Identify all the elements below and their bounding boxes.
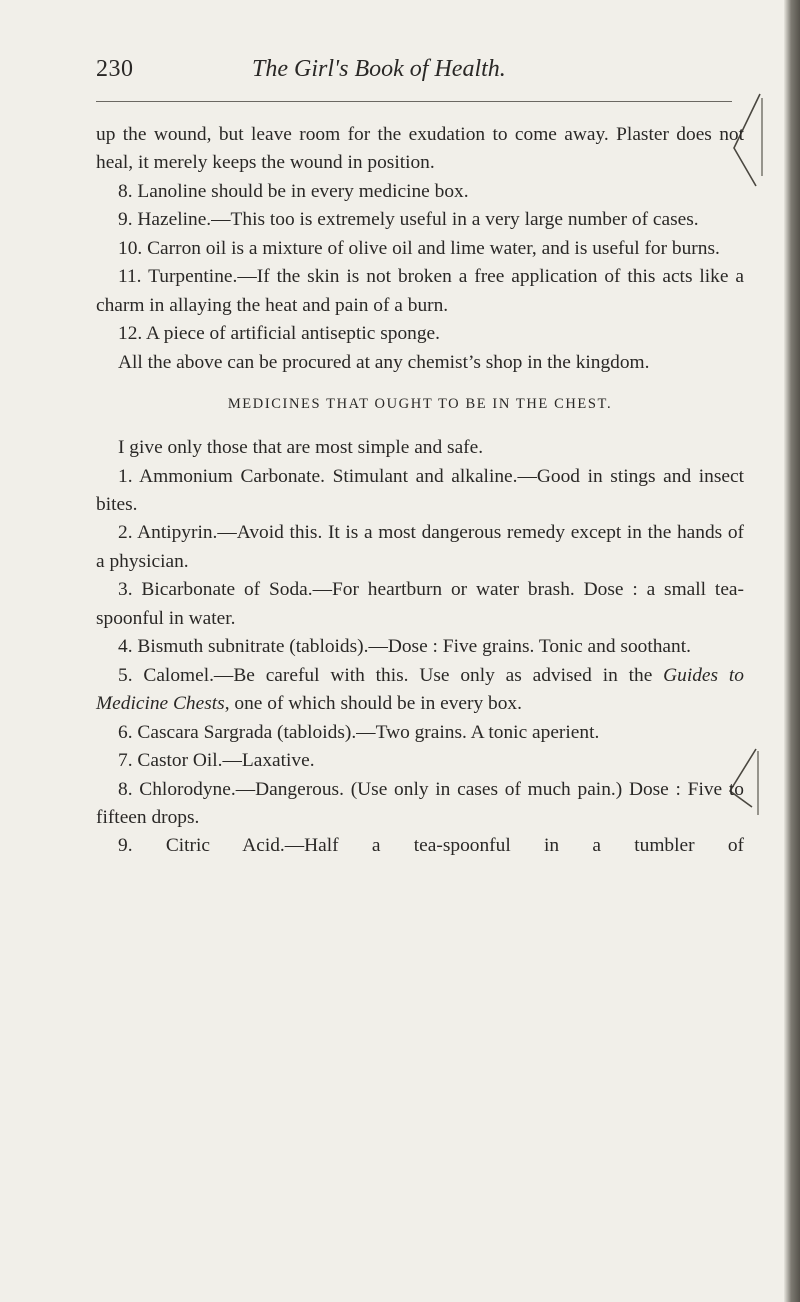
page-edge-shadow bbox=[784, 0, 800, 1302]
medicine-item bbox=[96, 747, 744, 775]
list-item bbox=[96, 206, 744, 234]
item-text: Ammonium Carbonate. Stimulant and alkaline.—Good in stings and insect bites. bbox=[96, 465, 745, 515]
item-number: 8. bbox=[118, 180, 133, 202]
list-item bbox=[96, 178, 744, 206]
body-text bbox=[96, 121, 744, 861]
item-text: Chlorodyne.—Dangerous. (Use only in cases of much pain.) Dose : Five to fifteen drops. bbox=[96, 778, 744, 828]
item-text: Citric Acid.—Half a tea-spoonful in a tumbler of bbox=[165, 835, 744, 857]
item-text: Calomel.—Be careful with this. Use only as advised in the bbox=[143, 664, 664, 686]
item-text-italic: Guides to Medicine Chests bbox=[96, 664, 744, 715]
medicine-item bbox=[96, 662, 744, 719]
intro-paragraph: I give only those that are most simple and safe. bbox=[118, 437, 484, 459]
medicine-item bbox=[96, 519, 744, 576]
list-item bbox=[96, 263, 744, 320]
item-number: 4. bbox=[118, 636, 133, 658]
item-text: Lanoline should be in every medicine box. bbox=[137, 180, 469, 202]
medicine-item bbox=[96, 719, 744, 747]
header-rule bbox=[96, 101, 732, 102]
paragraph bbox=[96, 349, 744, 377]
item-number: 11. bbox=[118, 266, 142, 288]
item-text: Bismuth subnitrate (tabloids).—Dose : Five grains. Tonic and soothant. bbox=[137, 636, 691, 658]
item-text: Antipyrin.—Avoid this. It is a most dangerous remedy except in the hands of a physician. bbox=[96, 522, 744, 572]
item-number: 8. bbox=[118, 778, 133, 800]
medicine-item bbox=[96, 463, 744, 520]
medicine-item bbox=[96, 633, 744, 661]
item-number: 5. bbox=[118, 664, 133, 686]
running-header bbox=[96, 56, 756, 96]
page-number: 230 bbox=[96, 56, 134, 82]
medicine-item bbox=[96, 576, 744, 633]
list-item bbox=[96, 235, 744, 263]
paragraph-text: All the above can be procured at any chemist’s shop in the kingdom. bbox=[118, 351, 650, 373]
paragraph-text: up the wound, but leave room for the exudation to come away. Plaster does not heal, it merely keeps the wound in position. bbox=[96, 124, 744, 174]
section-heading: MEDICINES THAT OUGHT TO BE IN THE CHEST. bbox=[227, 396, 613, 413]
running-title: The Girl's Book of Health. bbox=[252, 56, 506, 82]
item-text: Cascara Sargrada (tabloids).—Two grains. A tonic aperient. bbox=[137, 721, 600, 743]
item-number: 10. bbox=[118, 237, 143, 259]
item-text: Bicarbonate of Soda.—For heartburn or water brash. Dose : a small tea-spoonful in water. bbox=[96, 579, 744, 629]
list-item bbox=[96, 320, 744, 348]
item-text: , one of which should be in every box. bbox=[224, 693, 522, 715]
item-text: A piece of artificial antiseptic sponge. bbox=[146, 323, 441, 345]
item-number: 7. bbox=[118, 750, 133, 772]
item-text: Hazeline.—This too is extremely useful in a very large number of cases. bbox=[137, 209, 699, 231]
medicine-item bbox=[96, 832, 744, 860]
item-text: Carron oil is a mixture of olive oil and lime water, and is useful for burns. bbox=[147, 237, 720, 259]
item-number: 1. bbox=[118, 465, 133, 487]
paragraph-continued bbox=[96, 121, 744, 178]
item-number: 3. bbox=[118, 579, 133, 601]
item-text: Castor Oil.—Laxative. bbox=[137, 750, 315, 772]
item-number: 9. bbox=[118, 209, 133, 231]
item-text: Turpentine.—If the skin is not broken a free application of this acts like a charm in allaying the heat and pain of a burn. bbox=[96, 266, 745, 316]
item-number: 6. bbox=[118, 721, 133, 743]
medicine-item bbox=[96, 776, 744, 833]
item-number: 2. bbox=[118, 522, 133, 544]
item-number: 12. bbox=[118, 323, 143, 345]
item-number: 9. bbox=[118, 835, 133, 857]
